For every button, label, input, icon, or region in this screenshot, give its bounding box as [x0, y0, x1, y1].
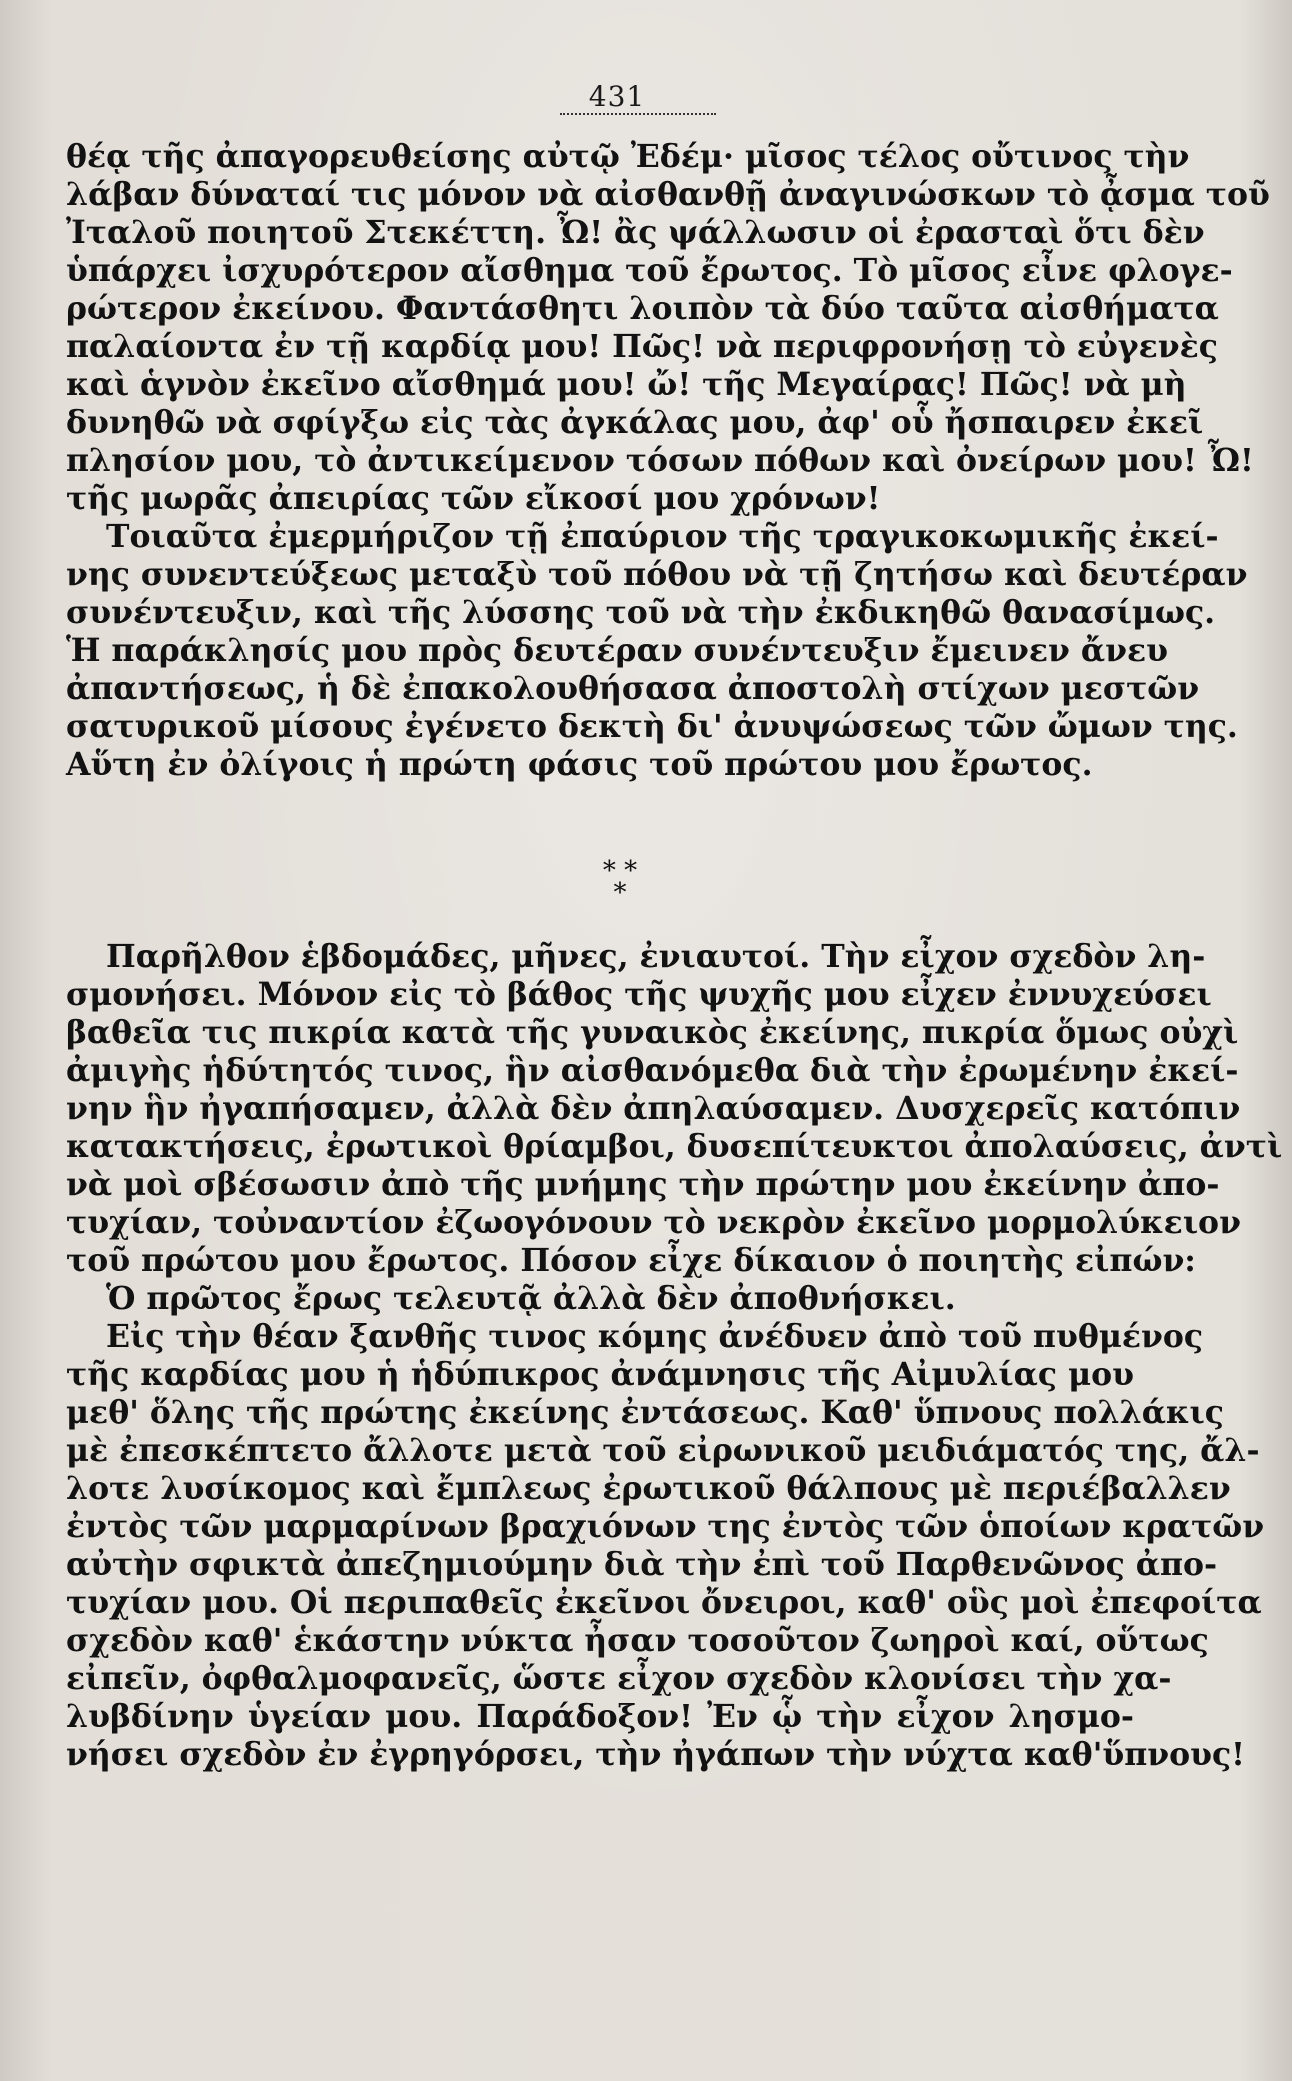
text-line: λυβδίνην ὑγείαν μου. Παράδοξον! Ἐν ᾧ τὴν εἶχον λησμο-	[66, 1698, 1134, 1735]
text-line: Εἰς τὴν θέαν ξανθῆς τινος κόμης ἀνέδυεν ἀπὸ τοῦ πυθμένος	[106, 1318, 1204, 1355]
page-number: 431	[588, 80, 646, 113]
text-line: σχεδὸν καθ' ἑκάστην νύκτα ἦσαν τοσοῦτον ζωηροὶ καί, οὕτως	[66, 1622, 1209, 1659]
page-number-underline	[560, 113, 716, 115]
text-line: μὲ ἐπεσκέπτετο ἄλλοτε μετὰ τοῦ εἰρωνικοῦ μειδιάματός της, ἄλ-	[66, 1432, 1260, 1469]
text-line: νης συνεντεύξεως μεταξὺ τοῦ πόθου νὰ τῇ ζητήσω καὶ δευτέραν	[66, 556, 1248, 593]
text-line: Ἡ παράκλησίς μου πρὸς δευτέραν συνέντευξιν ἔμεινεν ἄνευ	[66, 632, 1168, 669]
text-line: λοτε λυσίκομος καὶ ἔμπλεως ἐρωτικοῦ θάλπους μὲ περιέβαλλεν	[66, 1470, 1231, 1507]
text-line: Παρῆλθον ἑβδομάδες, μῆνες, ἐνιαυτοί. Τὴν εἶχον σχεδὸν λη-	[106, 938, 1206, 975]
text-line: εἰπεῖν, ὀφθαλμοφανεῖς, ὥστε εἶχον σχεδὸν κλονίσει τὴν χα-	[66, 1660, 1172, 1697]
paragraph	[66, 518, 1248, 784]
text-line: νήσει σχεδὸν ἐν ἐγρηγόρσει, τὴν ἠγάπων τὴν νύχτα καθ'ὕπνους!	[66, 1736, 1245, 1773]
text-line: νην ἣν ἠγαπήσαμεν, ἀλλὰ δὲν ἀπηλαύσαμεν. Δυσχερεῖς κατόπιν	[66, 1090, 1241, 1127]
text-line: βαθεῖα τις πικρία κατὰ τῆς γυναικὸς ἐκείνης, πικρία ὅμως οὐχὶ	[66, 1014, 1239, 1051]
text-line: Αὕτη ἐν ὀλίγοις ἡ πρώτη φάσις τοῦ πρώτου μου ἔρωτος.	[66, 746, 1093, 783]
text-section-2	[66, 938, 1283, 1774]
text-line: ἀπαντήσεως, ἡ δὲ ἐπακολουθήσασα ἀποστολὴ στίχων μεστῶν	[66, 670, 1200, 707]
separator-top-stars: * *	[602, 856, 638, 886]
text-line: θέᾳ τῆς ἀπαγορευθείσης αὐτῷ Ἐδέμ· μῖσος τέλος οὔτινος τὴν	[66, 138, 1190, 175]
text-line: ἐντὸς τῶν μαρμαρίνων βραχιόνων της ἐντὸς τῶν ὁποίων κρατῶν	[66, 1508, 1265, 1545]
text-line: συνέντευξιν, καὶ τῆς λύσσης τοῦ νὰ τὴν ἐκδικηθῶ θανασίμως.	[66, 594, 1216, 631]
text-line: σμονήσει. Μόνον εἰς τὸ βάθος τῆς ψυχῆς μου εἶχεν ἐννυχεύσει	[66, 976, 1212, 1013]
text-line: ρώτερον ἐκείνου. Φαντάσθητι λοιπὸν τὰ δύο ταῦτα αἰσθήματα	[66, 290, 1219, 327]
text-line: τυχίαν μου. Οἱ περιπαθεῖς ἐκεῖνοι ὄνειροι, καθ' οὓς μοὶ ἐπεφοίτα	[66, 1584, 1262, 1621]
text-line: μεθ' ὅλης τῆς πρώτης ἐκείνης ἐντάσεως. Καθ' ὕπνους πολλάκις	[66, 1394, 1224, 1431]
text-line: τοῦ πρώτου μου ἔρωτος. Πόσον εἶχε δίκαιον ὁ ποιητὴς εἰπών:	[66, 1242, 1196, 1279]
text-line: σατυρικοῦ μίσους ἐγένετο δεκτὴ δι' ἀνυψώσεως τῶν ὤμων της.	[66, 708, 1238, 745]
text-line: παλαίοντα ἐν τῇ καρδίᾳ μου! Πῶς! νὰ περιφρονήσῃ τὸ εὐγενὲς	[66, 328, 1218, 365]
quoted-line: Ὁ πρῶτος ἔρως τελευτᾷ ἀλλὰ δὲν ἀποθνήσκει.	[106, 1280, 956, 1317]
text-line: αὐτὴν σφικτὰ ἀπεζημιούμην διὰ τὴν ἐπὶ τοῦ Παρθενῶνος ἀπο-	[66, 1546, 1218, 1583]
paragraph	[66, 138, 1270, 518]
paragraph	[66, 1318, 1265, 1774]
text-section-1	[66, 138, 1270, 784]
text-line: καὶ ἁγνὸν ἐκεῖνο αἴσθημά μου! ὤ! τῆς Μεγαίρας! Πῶς! νὰ μὴ	[66, 366, 1187, 403]
text-line: Ἰταλοῦ ποιητοῦ Στεκέττη. Ὦ! ἂς ψάλλωσιν οἱ ἐρασταὶ ὅτι δὲν	[66, 214, 1205, 251]
text-line: δυνηθῶ νὰ σφίγξω εἰς τὰς ἀγκάλας μου, ἀφ' οὗ ἤσπαιρεν ἐκεῖ	[66, 404, 1204, 441]
separator-bottom-star: *	[613, 878, 627, 908]
text-line: κατακτήσεις, ἐρωτικοὶ θρίαμβοι, δυσεπίτευκτοι ἀπολαύσεις, ἀντὶ	[66, 1128, 1283, 1165]
text-line: πλησίον μου, τὸ ἀντικείμενον τόσων πόθων καὶ ὀνείρων μου! Ὦ!	[66, 442, 1254, 479]
text-line: ἀμιγὴς ἡδύτητός τινος, ἣν αἰσθανόμεθα διὰ τὴν ἐρωμένην ἐκεί-	[66, 1052, 1239, 1089]
text-line: τῆς καρδίας μου ἡ ἡδύπικρος ἀνάμνησις τῆς Αἰμυλίας μου	[66, 1356, 1134, 1393]
text-line: τῆς μωρᾶς ἀπειρίας τῶν εἴκοσί μου χρόνων!	[66, 480, 881, 517]
text-line: λάβαν δύναταί τις μόνον νὰ αἰσθανθῇ ἀναγινώσκων τὸ ᾆσμα τοῦ	[66, 176, 1270, 213]
text-line: ὑπάρχει ἰσχυρότερον αἴσθημα τοῦ ἔρωτος. Τὸ μῖσος εἶνε φλογε-	[66, 252, 1233, 289]
paragraph	[66, 938, 1283, 1318]
text-line: νὰ μοὶ σβέσωσιν ἀπὸ τῆς μνήμης τὴν πρώτην μου ἐκείνην ἀπο-	[66, 1166, 1220, 1203]
text-line: τυχίαν, τοὐναντίον ἐζωογόνουν τὸ νεκρὸν ἐκεῖνο μορμολύκειον	[66, 1204, 1241, 1241]
text-line: Τοιαῦτα ἐμερμήριζον τῇ ἐπαύριον τῆς τραγικοκωμικῆς ἐκεί-	[106, 518, 1219, 555]
section-separator	[580, 856, 660, 908]
